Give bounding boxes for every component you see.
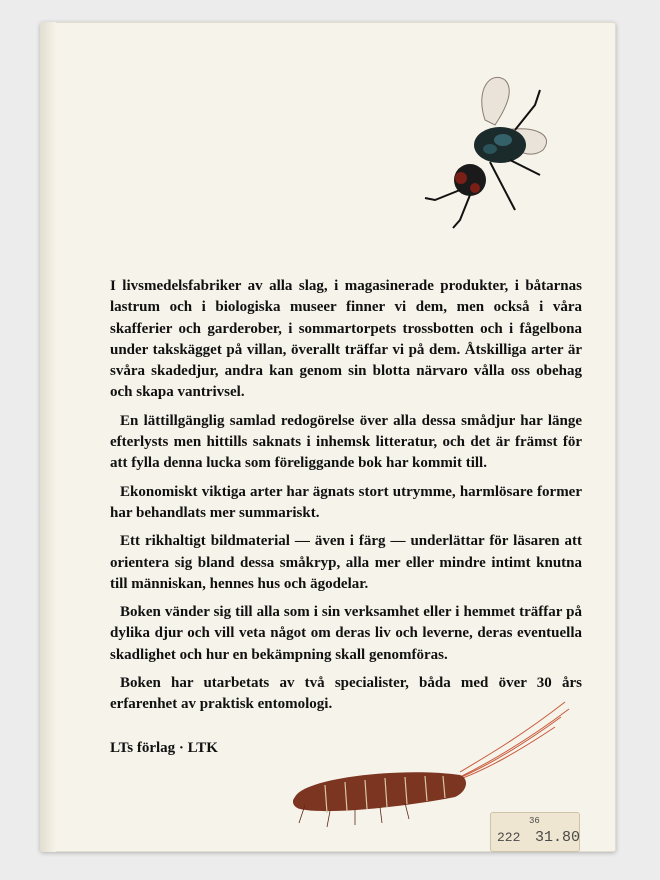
paragraph: Ett rikhaltigt bildmaterial — även i färg — underlättar för läsaren att orientera sig bland dessa småkryp, alla mer eller mindre intimt knutna till människan, hennes hus och ägodelar. [110,533,582,592]
description-text [110,276,582,723]
paragraph: En lättillgänglig samlad redogörelse över alla dessa smådjur har länge efterlysts men hittills saknats i inhemsk litteratur, och det är främst för att fylla denna lucka som föreliggande bok har kommit till. [110,412,582,472]
book-back-cover [40,22,616,852]
price-sticker-code: 222 [497,830,521,845]
price-sticker-top: 36 [529,816,540,826]
paragraph: Boken vänder sig till alla som i sin verksamhet eller i hemmet träffar på dylika djur och vill veta något om deras liv och leverne, deras eventuella skadlighet och hur en bekämpning skall genomföras. [110,604,582,663]
publisher-imprint: LTs förlag · LTK [110,740,218,756]
paragraph: I livsmedelsfabriker av alla slag, i magasinerade produkter, i båtarnas lastrum och i biologiska museer finner vi dem, men också i våra skafferier och garderober, i sommartorpets trossbotten och i fågelbona under takskägget på villan, överallt träffar vi på dem. Åtskilliga arter är svåra skadedjur, andra kan genom sin blotta närvaro vålla oss obehag och skapa vantrivsel. [110,278,582,401]
paragraph: Ekonomiskt viktiga arter har ägnats stort utrymme, harmlösare former har behandlats mer summariskt. [110,483,582,521]
paragraph: Boken har utarbetats av två specialister, båda med över 30 års erfarenhet av praktisk entomologi. [110,675,582,713]
fly-illustration [365,50,565,230]
price-sticker-value: 31.80 [535,829,581,846]
price-sticker [490,812,580,852]
